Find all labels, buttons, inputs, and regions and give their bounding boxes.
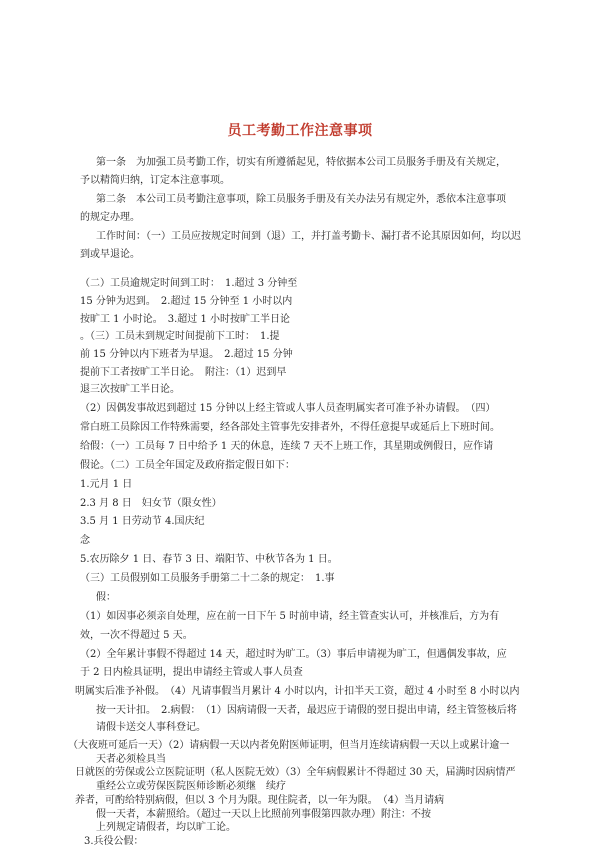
text-line: 假一天者，本薪照给。（超过一天以上比照前列事假第四款办理）附注：不按: [96, 809, 431, 820]
text-line: 15 分钟为迟到。 2.超过 15 分钟至 1 小时以内: [80, 296, 293, 307]
text-line: 退三次按旷工半日论。: [80, 384, 180, 395]
text-line: 上列规定请假者，均以旷工论。: [96, 822, 236, 833]
text-line: （三）工员假别如工员服务手册第二十二条的规定： 1.事: [80, 573, 335, 584]
text-line: 按一天计扣。 2.病假： （1）因病请假一天者，最迟应于请假的翌日提出申请，经主管签核后将: [96, 705, 517, 716]
text-line: 。（三）工员未到规定时间提前下工时： 1.提: [80, 331, 280, 342]
text-line: 养者，可酌给特别病假，但以 3 个月为限。现住院者，以一年为限。 （4）当月请病: [75, 795, 445, 806]
text-line: 请假卡送交人事科登记。: [96, 722, 206, 733]
document-title: 员工考勤工作注意事项: [227, 123, 373, 139]
text-line: 3.5 月 1 日劳动节 4.国庆纪: [80, 516, 205, 527]
text-line: 第一条 为加强工员考勤工作，切实有所遵循起见，特依据本公司工员服务手册及有关规定，: [96, 157, 506, 168]
text-line: 给假：（一）工员每 7 日中给予 1 天的休息，连续 7 天不上班工作，其星期或例假日，应作请: [80, 441, 494, 452]
text-line: 效，一次不得超过 5 天。: [80, 630, 193, 641]
text-line: 到或早退论。: [80, 249, 140, 260]
text-line: （2）因偶发事故迟到超过 15 分钟以上经主管或人事人员查明属实者可准予补办请假。 （四）: [80, 403, 496, 414]
text-line: 重经公立或劳保医院医师诊断必须继 续疗: [96, 781, 286, 792]
text-line: 3.兵役公假：: [84, 836, 144, 847]
text-line: （2）全年累计事假不得超过 14 天，超过时为旷工。（3）事后申请视为旷工，但遇偶发事故，应: [80, 649, 507, 660]
text-line: 假论。（二）工员全年国定及政府指定假日如下：: [80, 460, 295, 471]
text-line: 日就医的劳保或公立医院证明（私人医院无效）（3）全年病假累计不得超过 30 天，届满时因病情严: [75, 767, 516, 778]
text-line: 天者必须检具当: [96, 754, 166, 765]
text-line: 假：: [96, 592, 116, 603]
text-line: （大夜班可延后一天）（2）请病假一天以内者免附医师证明，但当月连续请病假一天以上或累计逾一: [68, 740, 510, 751]
text-line: 念: [80, 535, 90, 546]
text-line: （二）工员逾规定时间到工时： 1.超过 3 分钟至: [80, 278, 298, 289]
text-line: 明属实后准予补假。 （4）凡请事假当月累计 4 小时以内，计扣半天工资，超过 4 小时至 8 小时以内: [75, 686, 520, 697]
text-line: 予以精简归纳，订定本注意事项。: [80, 175, 230, 186]
text-line: 工作时间：（一）工员应按规定时间到（退）工，并打盖考勤卡、漏打者不论其原因如何，均以迟: [96, 231, 521, 242]
text-line: （1）如因事必须亲自处理，应在前一日下午 5 时前申请，经主管查实认可，并核准后，方为有: [80, 611, 500, 622]
text-line: 常白班工员除因工作特殊需要，经各部处主管事先安排者外，不得任意提早或延后上下班时间。: [80, 422, 500, 433]
text-line: 提前下工者按旷工半日论。 附注：（1）迟到早: [80, 367, 287, 378]
text-line: 2.3 月 8 日 妇女节（限女性）: [80, 498, 222, 509]
text-line: 1.元月 1 日: [80, 479, 133, 490]
text-line: 5.农历除夕 1 日、春节 3 日、端阳节、中秋节各为 1 日。: [80, 554, 338, 565]
text-line: 按旷工 1 小时论。 3.超过 1 小时按旷工半日论: [80, 314, 290, 325]
text-line: 的规定办理。: [80, 212, 140, 223]
text-line: 第二条 本公司工员考勤注意事项，除工员服务手册及有关办法另有规定外，悉依本注意事项: [96, 194, 506, 205]
text-line: 于 2 日内检具证明，提出申请经主管或人事人员查: [80, 667, 303, 678]
text-line: 前 15 分钟以内下班者为早退。 2.超过 15 分钟: [80, 349, 293, 360]
